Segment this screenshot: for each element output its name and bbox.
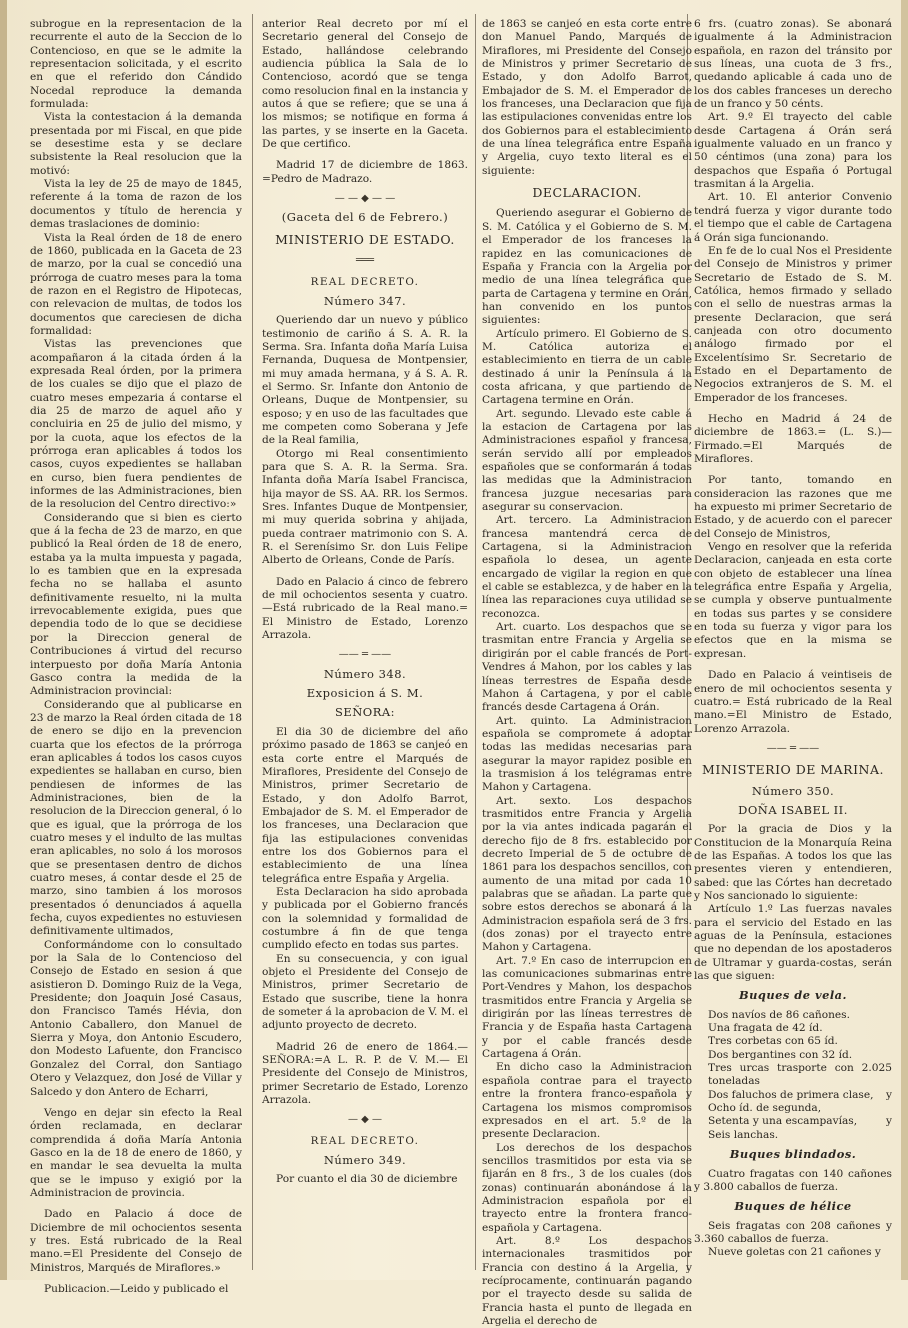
ministry-heading: MINISTERIO DE MARINA. (702, 762, 884, 778)
paragraph: Dado en Palacio á doce de Diciembre de mil ochocientos sesenta y tres. Está rubricado de la Real mano.=El Presidente del Consejo de Ministros, Marqués de Miraflores.» (30, 1208, 242, 1274)
ship-line: Ocho íd. de segunda, (708, 1102, 822, 1115)
paragraph: Art. sexto. Los despachos trasmitidos entre Francia y Argelia por la via antes indicada pagarán el derecho fijo de 8 frs. establecido por decreto Imperial de 5 de octubre de 1861 para los despachos sencillos, con aumento de una mitad por cada 10 palabras que se añadan. La parte que sobre estos derechos se abonará á la Administracion española será de 3 frs. (dos zonas) por el trayecto entre Mahon y Cartagena. (482, 794, 692, 954)
ship-line: Dos navíos de 86 cañones. (708, 1008, 850, 1021)
paragraph: Art. 10. El anterior Convenio tendrá fuerza y vigor durante todo el tiempo que el cable de Cartagena á Orán siga funcionando. (694, 191, 892, 244)
list-item (694, 1062, 892, 1089)
paragraph: Art. cuarto. Los despachos que se trasmitan entre Francia y Argelia se dirigirán por el cable francés de Port-Vendres á Mahon, por los cables y las líneas terrestres de España desde Mahon á Cartagena, y por el cable francés desde Cartagena á Orán. (482, 621, 692, 714)
paragraph: Dado en Palacio á cinco de febrero de mil ochocientos sesenta y cuatro. —Está rubricado de la Real mano.= El Ministro de Estado, Lorenzo Arrazola. (262, 575, 468, 642)
paragraph: Vengo en resolver que la referida Declaracion, canjeada en esta corte con objeto de establecer una línea telegráfica entre España y Argelia, se cumpla y observe puntualmente en todas sus partes y se considere en toda su fuerza y vigor para los efectos que en la misma se expresan. (694, 541, 892, 660)
paragraph: Cuatro fragatas con 140 cañones y 3.800 caballos de fuerza. (694, 1167, 892, 1193)
paragraph: Artículo primero. El Gobierno de S. M. Católica autoriza el establecimiento en tierra de un cable destinado á unir la Península á la costa africana, y que partiendo de Cartagena termine en Orán. (482, 327, 692, 407)
paragraph: Nueve goletas con 21 cañones y (708, 1246, 881, 1259)
subheading: Buques de vela. (739, 988, 847, 1003)
paragraph: Queriendo asegurar el Gobierno de S. M. Católica y el Gobierno de S. M. el Emperador de los franceses la rapidez en las comunicaciones de España y Francia con la Argelia por medio de una línea telegráfica que parta de Cartagena y termine en Orán, han convenido en los puntos siguientes: (482, 207, 692, 327)
decree-number: Número 347. (323, 293, 407, 308)
paragraph: Conformándome con lo consultado por la Sala de lo Contencioso del Consejo de Estado en sesion á que asistieron D. Domingo Ruiz de la Vega, Presidente; don Joaquin José Casaus, don Francisco Tamés Hévia, don Antonio Caballero, don Manuel de Sierra y Moya, don Antonio Escudero, don Modesto Lafuente, don Francisco Gonzalez del Corral, don Santiago Otero y Velazquez, don José de Villar y Salcedo y don Antero de Echarri, (30, 938, 242, 1098)
ornament-rule: ═══ (355, 255, 375, 267)
salutation: SEÑORA: (334, 705, 396, 720)
paragraph: subrogue en la representacion de la recurrente el auto de la Seccion de lo Contencioso, en que se le admite la representacion solicitada, y el escrito en que el referido don Cándido Nocedal reproduce la demanda formulada: (30, 18, 242, 111)
paragraph: Artículo 1.º Las fuerzas navales para el servicio del Estado en las aguas de la Península, estaciones que no dependan de los apostaderos de Ultramar y guarda-costas, serán las que siguen: (694, 903, 892, 983)
paragraph: Seis fragatas con 208 cañones y 3.360 caballos de fuerza. (694, 1219, 892, 1245)
list-item (694, 1009, 892, 1022)
ship-conj: y (886, 1115, 892, 1128)
subheading: Buques blindados. (729, 1147, 857, 1162)
ornament-rule: — ◆ — (347, 1114, 383, 1126)
paragraph: Vista la ley de 25 de mayo de 1845, referente á la toma de razon de los documentos y título de herencia y demas traslaciones de dominio: (30, 178, 242, 231)
paragraph: Considerando que si bien es cierto que á la fecha de 23 de marzo, en que publicó la Real órden de 18 de enero, estaba ya la multa impuesta y pagada, lo es tambien que en la expresada fecha no se hallaba el asunto definitivamente resuelto, ni la multa irrevocablemente exigida, pues que dependia todo de lo que se decidiese por la Direccion general de Contribuciones á virtud del recurso interpuesto por doña María Antonia Gasco contra la medida de la Administracion provincial: (30, 511, 242, 698)
paragraph: Queriendo dar un nuevo y público testimonio de cariño á S. A. R. la Serma. Sra. Infanta doña María Luisa Fernanda, Duquesa de Montpensier, mi muy amada hermana, y á S. A. R. el Sermo. Sr. Infante don Antonio de Orleans, Duque de Montpensier, su esposo; y en uso de las facultades que me competen como Soberana y Jefe de la Real familia, (262, 314, 468, 447)
list-item (694, 1089, 892, 1102)
list-item (694, 1022, 892, 1035)
ministry-heading: MINISTERIO DE ESTADO. (275, 231, 455, 247)
ornament-rule: — — ◆ — — (334, 193, 396, 205)
paragraph: Por cuanto el dia 30 de diciembre (276, 1173, 458, 1186)
paragraph: En dicho caso la Administracion española contrae para el trayecto entre la frontera franco-española y Cartagena los mismos compromisos expresados en el art. 5.º de la presente Declaracion. (482, 1061, 692, 1141)
paragraph: Art. 7.º En caso de interrupcion en las comunicaciones submarinas entre Port-Vendres y Mahon, los despachos trasmitidos entre Francia y Argelia se dirigirán por las líneas terrestres de Francia y de España hasta Cartagena y por el cable francés desde Cartagena á Orán. (482, 954, 692, 1061)
decree-number: Número 348. (323, 666, 407, 681)
ship-line: Tres corbetas con 65 íd. (708, 1035, 838, 1048)
decree-heading: REAL DECRETO. (310, 1134, 420, 1147)
list-item (694, 1049, 892, 1062)
column-rule (475, 14, 476, 1270)
paragraph: Art. tercero. La Administracion francesa mantendrá cerca de Cartagena, si la Administracion española lo desea, un agente encargado de vigilar la region en que el cable se establezca, y de haber en la línea las reparaciones cuya utilidad se reconozca. (482, 514, 692, 620)
column-3 (482, 18, 692, 1327)
list-item (694, 1035, 892, 1048)
paragraph: Art. quinto. La Administracion española se compromete á adoptar todas las medidas necesarias para asegurar la mayor rapidez posible en la trasmision á los telégramas entre Mahon y Cartagena. (482, 714, 692, 794)
list-item (694, 1102, 892, 1115)
paragraph: Considerando que al publicarse en 23 de marzo la Real órden citada de 18 de enero se dijo en la prevencion cuarta que los efectos de la prórroga eran aplicables á todos los casos cuyos expedientes se hallaban en curso, bien pendiesen de informes de las Administraciones, bien de la resolucion de la Direccion general, ó lo que es igual, que la prórroga de los cuatro meses y el indulto de las multas eran aplicables, no solo á los morosos que se presentasen dentro de dichos cuatro meses, á contar desde el 25 de marzo, sino tambien á los morosos presentados ó denunciados á aquella fecha, cuyos expedientes no estuviesen definitivamente ultimados, (30, 698, 242, 938)
gaceta-date: (Gaceta del 6 de Febrero.) (281, 210, 449, 225)
paragraph: En fe de lo cual Nos el Presidente del Consejo de Ministros y primer Secretario de Estado de S. M. Católica, hemos firmado y sellado con el sello de nuestras armas la presente Declaracion, que será canjeada con otro documento análogo firmado por el Excelentísimo Sr. Secretario de Estado en el Departamento de Negocios extranjeros de S. M. el Emperador de los franceses. (694, 244, 892, 404)
declaracion-heading: DECLARACION. (532, 185, 642, 201)
ship-line: Tres urcas trasporte con 2.025 toneladas (708, 1062, 892, 1088)
ship-line: Dos faluchos de primera clase, (708, 1088, 874, 1101)
decree-number: Número 350. (751, 783, 835, 798)
paragraph: Vista la contestacion á la demanda presentada por mi Fiscal, en que pide se desestime esta y se declare subsistente la Real resolucion que la motivó: (30, 111, 242, 177)
paragraph: anterior Real decreto por mí el Secretario general del Consejo de Estado, hallándose celebrando audiencia pública la Sala de lo Contencioso, acordó que se tenga como resolucion final en la instancia y autos á que se refiere; que se una á los mismos; se notifique en forma á las partes, y se inserte en la Gaceta. De que certifico. (262, 18, 468, 151)
column-4 (694, 18, 892, 1276)
paragraph: Art. 8.º Los despachos internacionales trasmitidos por Francia con destino á la Argelia, y recíprocamente, continuarán pagando por el trayecto desde su salida de Francia hasta el punto de llegada en Argelia el derecho de (482, 1234, 692, 1327)
column-rule (252, 14, 253, 1270)
column-1 (30, 18, 242, 1295)
list-item (694, 1129, 892, 1142)
dateline: Madrid 17 de diciembre de 1863. =Pedro de Madrazo. (262, 159, 468, 185)
ship-line: Dos bergantines con 32 íd. (708, 1048, 853, 1061)
ornament-rule: —— ═ —— (338, 649, 392, 661)
paragraph: El dia 30 de diciembre del año próximo pasado de 1863 se canjeó en esta corte entre el Marqués de Miraflores, Presidente del Consejo de Ministros, primer Secretario de Estado, y don Adolfo Barrot, Embajador de S. M. el Emperador de los franceses, una Declaracion que fija las estipulaciones convenidas entre los dos Gobiernos para el establecimiento de una línea telegráfica entre España y Argelia. (262, 725, 468, 885)
ship-line: Setenta y una escampavías, (708, 1115, 858, 1128)
paragraph: Madrid 26 de enero de 1864.— SEÑORA:=A L. R. P. de V. M.— El Presidente del Consejo de Ministros, primer Secretario de Estado, Lorenzo Arrazola. (262, 1040, 468, 1107)
exposicion-heading: Exposicion á S. M. (306, 686, 424, 701)
subheading: Buques de hélice (734, 1199, 852, 1214)
paragraph: Publicacion.—Leido y publicado el (44, 1282, 229, 1295)
page-edge-left (0, 0, 7, 1280)
paragraph: Hecho en Madrid á 24 de diciembre de 1863.= (L. S.)—Firmado.=El Marqués de Miraflores. (694, 412, 892, 465)
paragraph: Dado en Palacio á veintiseis de enero de mil ochocientos sesenta y cuatro.= Está rubricado de la Real mano.=El Ministro de Estado, Lorenzo Arrazola. (694, 669, 892, 735)
ornament-rule: —— ═ —— (766, 742, 820, 754)
ship-line: Seis lanchas. (708, 1128, 779, 1141)
paragraph: 6 frs. (cuatro zonas). Se abonará igualmente á la Administracion española, en razon del tránsito por sus líneas, una cuota de 3 frs., quedando aplicable á cada uno de los dos cables franceses un derecho de un franco y 50 cénts. (694, 18, 892, 111)
queen-heading: DOÑA ISABEL II. (738, 802, 848, 817)
paragraph: En su consecuencia, y con igual objeto el Presidente del Consejo de Ministros, primer Secretario de Estado que suscribe, tiene la honra de someter á la aprobacion de V. M. el adjunto proyecto de decreto. (262, 952, 468, 1032)
paragraph: Vengo en dejar sin efecto la Real órden reclamada, en declarar comprendida á doña María Antonia Gasco en la de 18 de enero de 1860, y en mandar le sea devuelta la multa que se le impuso y exigió por la Administracion de provincia. (30, 1106, 242, 1199)
decree-number: Número 349. (323, 1153, 407, 1168)
page-edge-right (901, 0, 908, 1280)
paragraph: de 1863 se canjeó en esta corte entre don Manuel Pando, Marqués de Miraflores, mi Presidente del Consejo de Ministros y primer Secretario de Estado, y don Adolfo Barrot, Embajador de S. M. el Emperador de los franceses, una Declaracion que fija las estipulaciones convenidas entre los dos Gobiernos para el establecimiento de una línea telegráfica entre España y Argelia, cuyo texto literal es el siguiente: (482, 18, 692, 177)
paragraph: Art. 9.º El trayecto del cable desde Cartagena á Orán será igualmente valuado en un franco y 50 céntimos (una zona) para los despachos que España ó Portugal trasmitan á la Argelia. (694, 111, 892, 191)
list-item (694, 1115, 892, 1128)
ship-conj: y (886, 1088, 892, 1101)
paragraph: Otorgo mi Real consentimiento para que S. A. R. la Serma. Sra. Infanta doña María Isabel Francisca, hija mayor de SS. AA. RR. los Sermos. Sres. Infantes Duque de Montpensier, mi muy querida sobrina y ahijada, pueda contraer matrimonio con S. A. R. el Serenísimo Sr. don Luis Felipe Alberto de Orleans, Conde de París. (262, 447, 468, 567)
paragraph: Por tanto, tomando en consideracion las razones que me ha expuesto mi primer Secretario de Estado, y de acuerdo con el parecer del Consejo de Ministros, (694, 474, 892, 540)
paragraph: Los derechos de los despachos sencillos trasmitidos por esta via se fijarán en 8 frs., 3 de los cuales (dos zonas) continuarán abonándose á la Administracion española por el trayecto entre la frontera franco-española y Cartagena. (482, 1141, 692, 1234)
paragraph: Vistas las prevenciones que acompañaron á la citada órden á la expresada Real órden, por la primera de los cuales se dijo que el plazo de cuatro meses empezaria á contarse el dia 25 de marzo de aquel año y concluiria en 25 de julio del mismo, y por la cuota, aque los efectos de la prórroga eran aplicables á todos los casos, cuyos expedientes se hallaban en curso, bien fuera pendientes de informes de las Administraciones, bien de la resolucion del Centro directivo:» (30, 338, 242, 511)
column-2 (262, 18, 468, 1276)
paragraph: Esta Declaracion ha sido aprobada y publicada por el Gobierno francés con la solemnidad y formalidad de costumbre á fin de que tenga cumplido efecto en todas sus partes. (262, 885, 468, 952)
decree-heading: REAL DECRETO. (310, 275, 420, 288)
ship-line: Una fragata de 42 íd. (708, 1022, 823, 1035)
paragraph: Vista la Real órden de 18 de enero de 1860, publicada en la Gaceta de 23 de marzo, por la cual se concedió una prórroga de cuatro meses para la toma de razon en el Registro de Hipotecas, con relevacion de multas, de todos los documentos que careciesen de dicha formalidad: (30, 231, 242, 337)
paragraph: Art. segundo. Llevado este cable á la estacion de Cartagena por las Administraciones español y francesa, serán servido allí por empleados españoles que se conformarán á todas las medidas que la Administracion francesa juzgue necesarias para asegurar su conservacion. (482, 407, 692, 514)
paragraph: Por la gracia de Dios y la Constitucion de la Monarquía Reina de las Españas. A todos los que las presentes vieren y entendieren, sabed: que las Córtes han decretado y Nos sancionado lo siguiente: (694, 823, 892, 902)
